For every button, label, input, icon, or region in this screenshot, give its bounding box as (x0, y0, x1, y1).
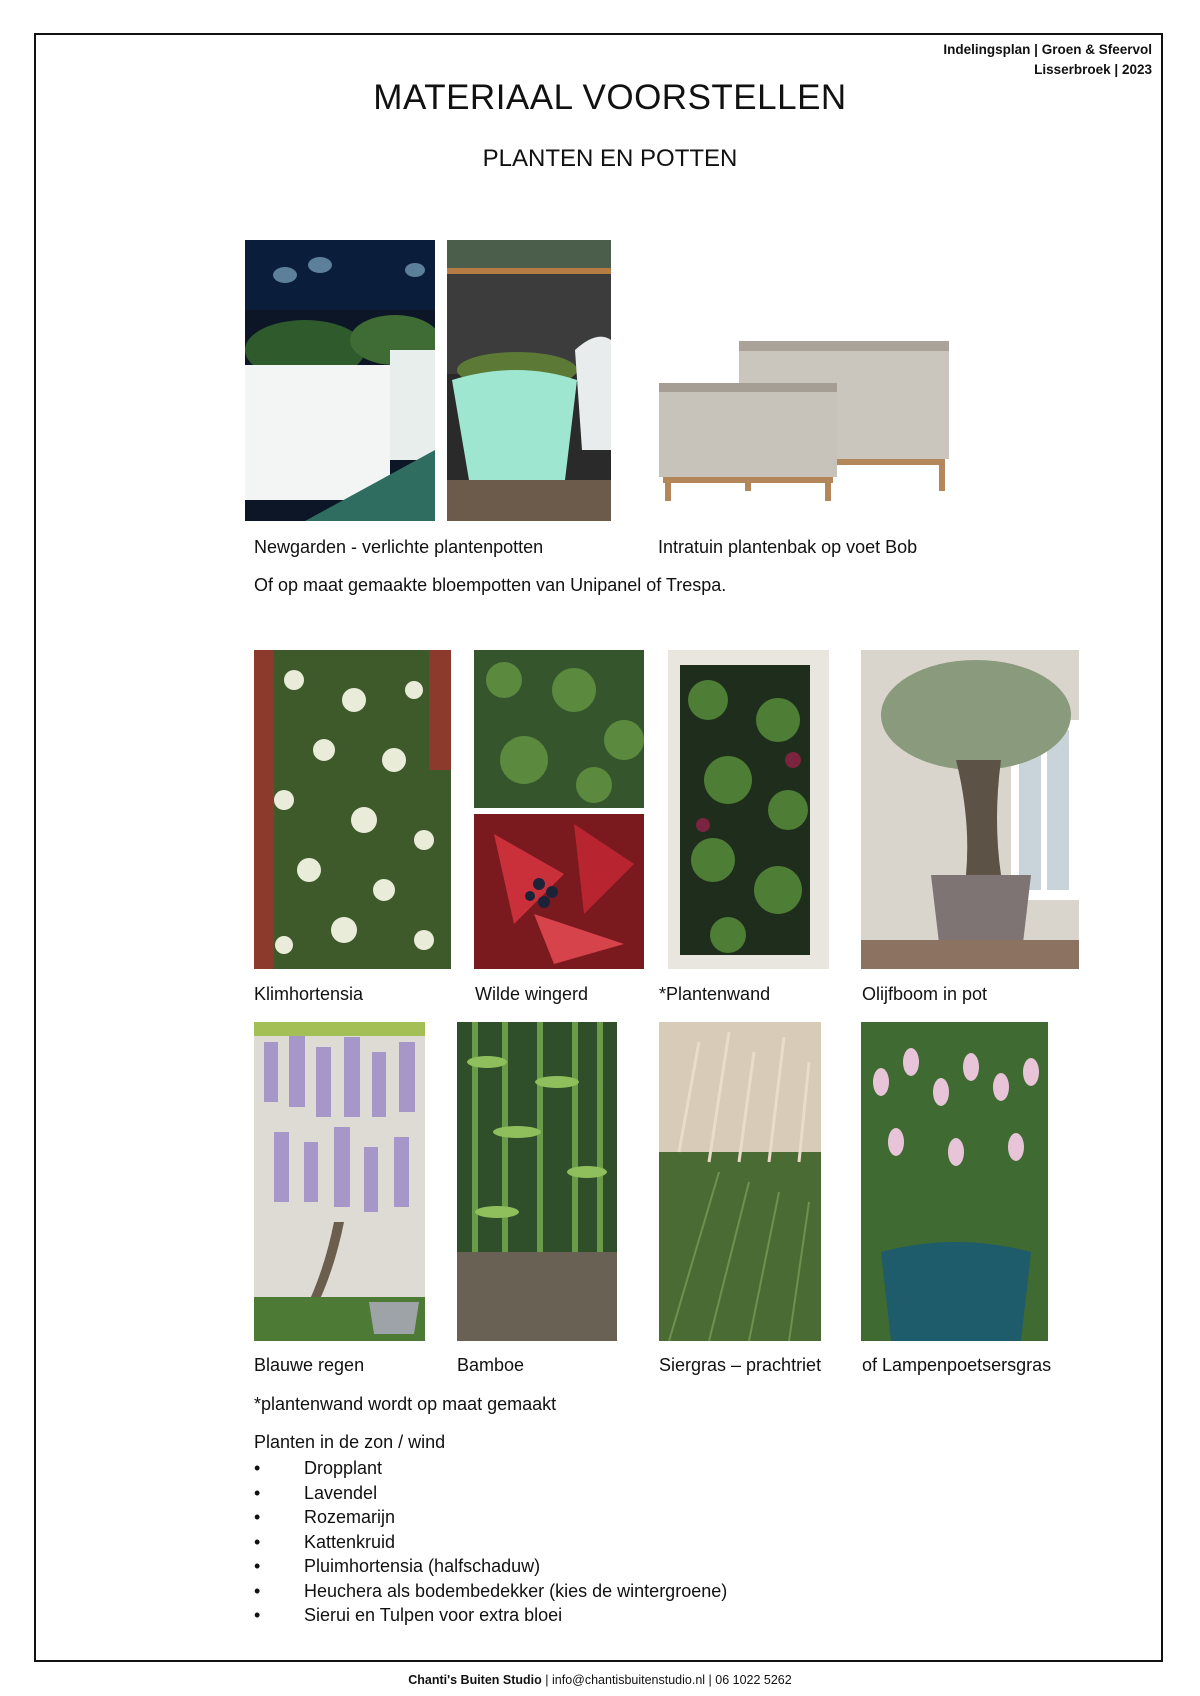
sun-plant-list (254, 1456, 727, 1628)
page-subtitle: PLANTEN EN POTTEN (482, 145, 738, 172)
photo-bamboe (457, 1022, 617, 1341)
photo-wilde-wingerd-red (474, 814, 644, 969)
caption-lampenpoetsersgras: of Lampenpoetsersgras (862, 1355, 1052, 1375)
list-item-label: Pluimhortensia (halfschaduw) (304, 1556, 541, 1576)
bullet: • (254, 1605, 261, 1625)
list-item-label: Heuchera als bodembedekker (kies de wintergroene) (304, 1580, 728, 1601)
photo-plantenwand (668, 650, 829, 969)
bullet: • (254, 1556, 261, 1576)
pots-note: Of op maat gemaakte bloempotten van Unipanel of Trespa. (254, 575, 727, 595)
caption-bamboe: Bamboe (457, 1355, 525, 1375)
list-item-label: Kattenkruid (304, 1531, 396, 1552)
caption-olijfboom: Olijfboom in pot (862, 984, 988, 1004)
caption-siergras: Siergras – prachtriet (659, 1355, 822, 1375)
photo-lampenpoetsersgras (861, 1022, 1048, 1341)
header-line-1: Indelingsplan | Groen & Sfeervol (943, 42, 1152, 57)
list-item (254, 1579, 727, 1604)
bullet: • (254, 1458, 261, 1478)
document-header (943, 40, 1152, 80)
caption-klimhortensia: Klimhortensia (254, 984, 364, 1004)
list-item (254, 1456, 727, 1481)
list-item-label: Sierui en Tulpen voor extra bloei (304, 1605, 563, 1625)
footer-contact: | info@chantisbuitenstudio.nl | 06 1022 5262 (541, 1673, 792, 1687)
photo-concrete-planters-on-legs (655, 335, 957, 503)
photo-glowing-pot-balcony (447, 240, 611, 521)
page-footer (0, 1673, 1200, 1687)
list-item-label: Rozemarijn (304, 1507, 396, 1527)
photo-lit-planters-night (245, 240, 435, 521)
caption-plantenwand: *Plantenwand (659, 984, 771, 1004)
caption-intratuin: Intratuin plantenbak op voet Bob (658, 537, 918, 557)
list-item-label: Dropplant (304, 1458, 383, 1478)
photo-klimhortensia (254, 650, 451, 969)
bullet: • (254, 1507, 261, 1527)
photo-olijfboom-in-pot (861, 650, 1079, 969)
footer-studio-name: Chanti's Buiten Studio (408, 1673, 542, 1687)
bullet: • (254, 1531, 261, 1552)
photo-blauwe-regen (254, 1022, 425, 1341)
list-item (254, 1554, 727, 1579)
photo-wilde-wingerd-green (474, 650, 644, 808)
bullet: • (254, 1482, 261, 1503)
caption-newgarden: Newgarden - verlichte plantenpotten (254, 537, 544, 557)
sun-list-heading: Planten in de zon / wind (254, 1432, 446, 1452)
caption-wilde-wingerd: Wilde wingerd (475, 984, 589, 1004)
footnote-plantenwand: *plantenwand wordt op maat gemaakt (254, 1394, 557, 1414)
list-item (254, 1505, 727, 1530)
list-item (254, 1603, 727, 1628)
list-item (254, 1530, 727, 1555)
caption-blauwe-regen: Blauwe regen (254, 1355, 365, 1375)
page-title: MATERIAAL VOORSTELLEN (373, 78, 847, 117)
list-item (254, 1481, 727, 1506)
header-line-2: Lisserbroek | 2023 (1034, 62, 1152, 77)
list-item-label: Lavendel (304, 1482, 378, 1503)
photo-siergras-prachtriet (659, 1022, 821, 1341)
bullet: • (254, 1580, 261, 1601)
